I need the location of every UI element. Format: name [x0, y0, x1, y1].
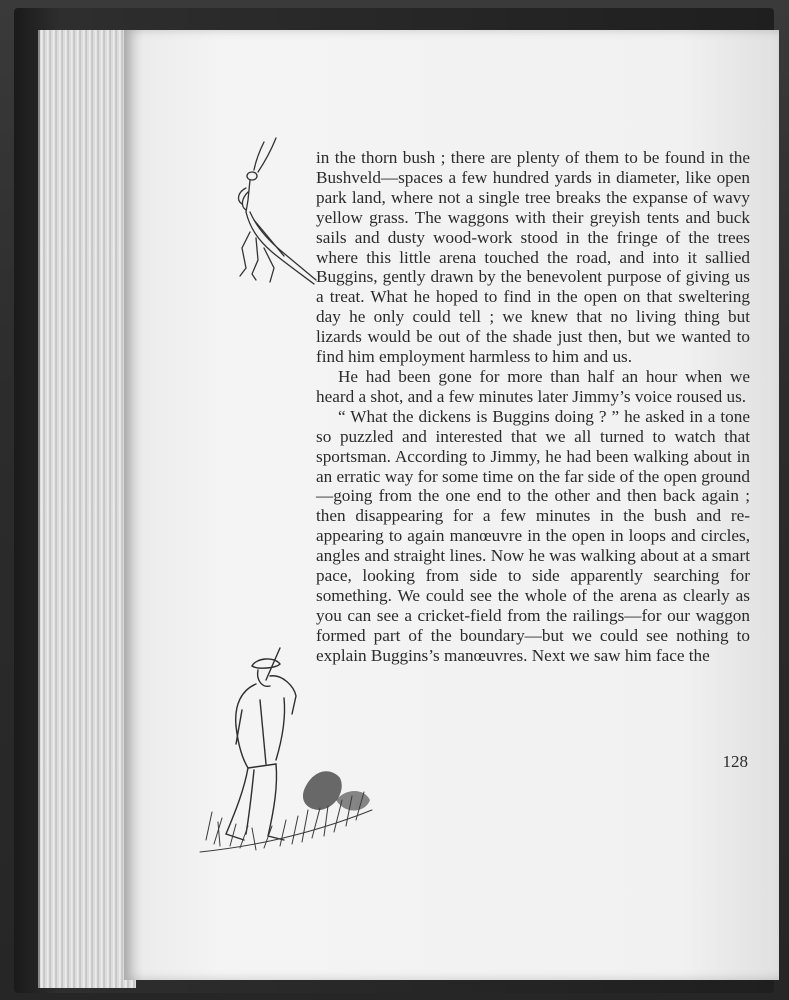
- paragraph-3: “ What the dickens is Buggins doing ? ” he asked in a tone so puzzled and interested that we all turned to watch that sportsman. According to Jimmy, he had been walking about in an erratic way for some time on the far side of the open ground—going from the one end to the other and then back again ; then disappearing for a few minutes in the bush and re-appearing to again manœuvre in the open in loops and circles, angles and straight lines. Now he was walking about at a smart pace, looking from side to side apparently searching for something. We could see the whole of the arena as clearly as you can see a cricket-field from the railings—for our waggon formed part of the boundary—but we could see nothing to explain Buggins’s manœuvres. Next we saw him face the: [316, 406, 750, 665]
- page-number: 128: [722, 752, 748, 771]
- page-text: [316, 148, 750, 666]
- man-with-rifle-illustration: [196, 640, 380, 862]
- praying-mantis-icon: [228, 136, 320, 292]
- page-edges: [38, 30, 136, 988]
- paragraph-1: in the thorn bush ; there are plenty of them to be found in the Bushveld—spaces a few hundred yards in diameter, like open park land, where not a single tree breaks the expanse of wavy yellow grass. The waggons with their greyish tents and buck sails and dusty wood-work stood in the fringe of the trees where this little arena touched the road, and into it sallied Buggins, gently drawn by the benevolent purpose of giving us a treat. What he hoped to find in the open on that sweltering day he only could tell ; we knew that no living thing but lizards would be out of the shade just then, but we wanted to find him employment harmless to him and us.: [316, 148, 750, 367]
- praying-mantis-illustration: [228, 136, 320, 292]
- man-with-rifle-icon: [196, 640, 380, 862]
- paragraph-2: He had been gone for more than half an hour when we heard a shot, and a few minutes later Jimmy’s voice roused us.: [316, 366, 750, 406]
